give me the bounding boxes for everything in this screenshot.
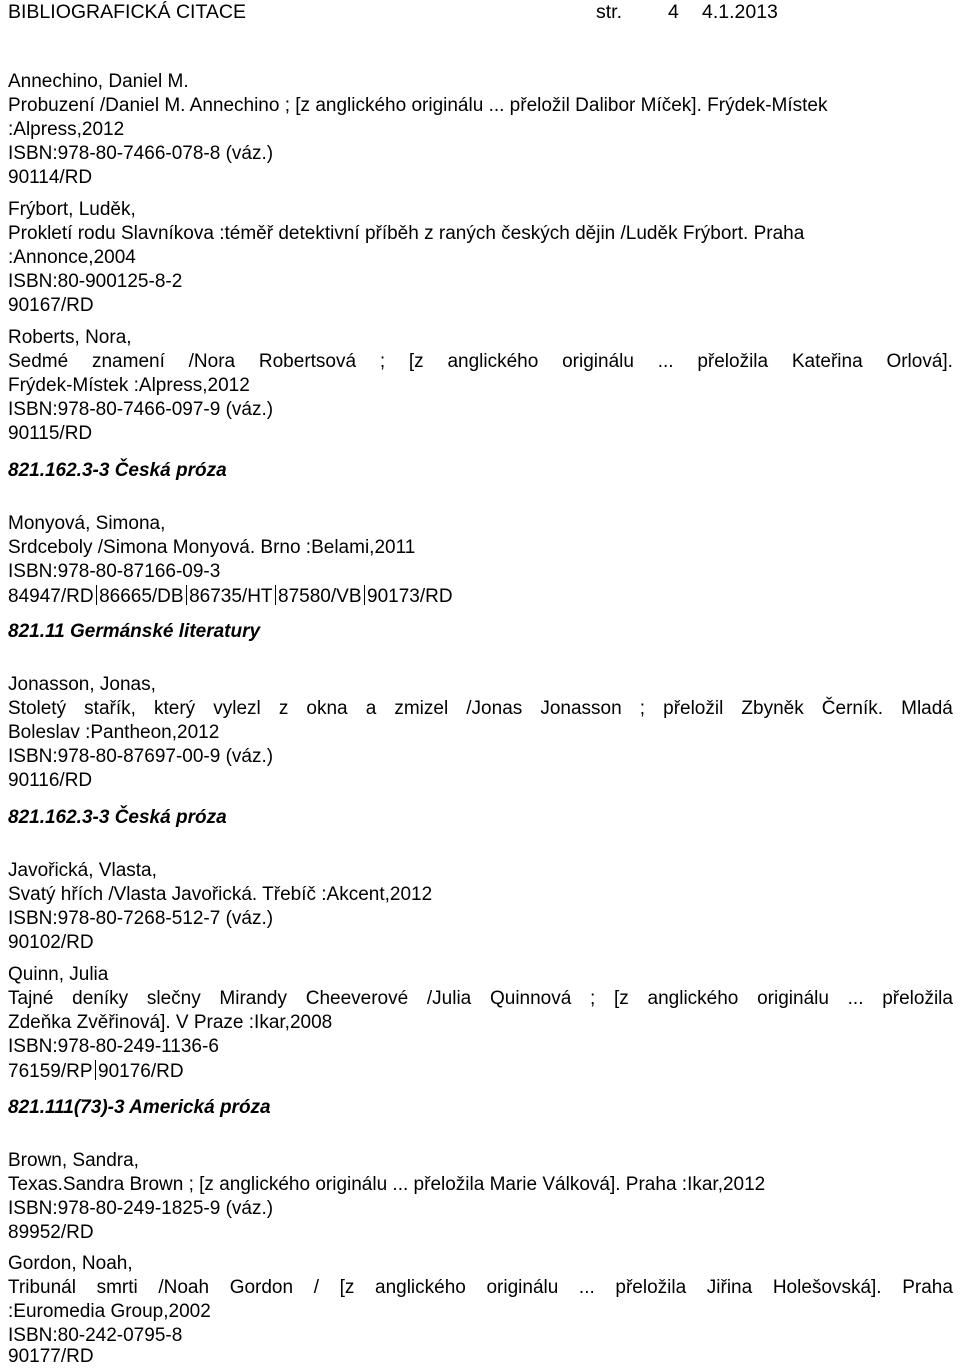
record-author: Monyová, Simona, <box>8 513 166 534</box>
record-isbn: ISBN:80-900125-8-2 <box>8 271 183 292</box>
separator <box>364 585 366 605</box>
signature: 87580/VB <box>278 586 362 607</box>
record-isbn: ISBN:978-80-7268-512-7 (váz.) <box>8 908 274 929</box>
record-title: Stoletý stařík, který vylezl z okna a zmizel /Jonas Jonasson ; přeložil Zbyněk Černík. Mladá <box>8 698 953 719</box>
signature: 90176/RD <box>98 1061 184 1082</box>
record-title: Prokletí rodu Slavníkova :téměř detektivní příběh z raných českých dějin /Luděk Frýbort. Praha <box>8 223 805 244</box>
record-isbn: ISBN:978-80-249-1825-9 (váz.) <box>8 1198 274 1219</box>
separator <box>96 585 98 605</box>
record-author: Jonasson, Jonas, <box>8 674 156 695</box>
signature: 90173/RD <box>367 586 453 607</box>
record-title: Sedmé znamení /Nora Robertsová ; [z anglického originálu ... přeložila Kateřina Orlová]. <box>8 351 953 372</box>
record-isbn: ISBN:978-80-87166-09-3 <box>8 561 221 582</box>
section-heading: 821.111(73)-3 Americká próza <box>8 1097 271 1118</box>
record-author: Gordon, Noah, <box>8 1253 133 1274</box>
signature: 86735/HT <box>189 586 273 607</box>
record-author: Frýbort, Luděk, <box>8 199 136 220</box>
record-publisher: :Euromedia Group,2002 <box>8 1301 211 1322</box>
record-isbn: ISBN:978-80-249-1136-6 <box>8 1036 219 1057</box>
record-isbn: ISBN:978-80-7466-078-8 (váz.) <box>8 143 274 164</box>
record-title: Srdceboly /Simona Monyová. Brno :Belami,2011 <box>8 537 416 558</box>
section-heading: 821.162.3-3 Česká próza <box>8 460 227 481</box>
record-title: Svatý hřích /Vlasta Javořická. Třebíč :Akcent,2012 <box>8 884 433 905</box>
signature: 86665/DB <box>99 586 184 607</box>
record-publisher: Boleslav :Pantheon,2012 <box>8 722 220 743</box>
record-signature: 90177/RD <box>8 1346 94 1367</box>
section-heading: 821.11 Germánské literatury <box>8 621 261 642</box>
record-signatures <box>8 585 453 608</box>
record-title: Tajné deníky slečny Mirandy Cheeverové /Julia Quinnová ; [z anglického originálu ... přeložila <box>8 988 953 1009</box>
page-number: 4 <box>668 1 679 23</box>
record-author: Quinn, Julia <box>8 964 109 985</box>
separator <box>186 585 188 605</box>
record-author: Annechino, Daniel M. <box>8 71 189 92</box>
section-heading: 821.162.3-3 Česká próza <box>8 807 227 828</box>
record-isbn: ISBN:978-80-87697-00-9 (váz.) <box>8 746 274 767</box>
record-signature: 90114/RD <box>8 167 93 188</box>
record-publisher: :Alpress,2012 <box>8 119 125 140</box>
page-header <box>0 0 960 26</box>
record-signature: 90167/RD <box>8 295 94 316</box>
record-signature: 90115/RD <box>8 423 93 444</box>
record-title: Tribunál smrti /Noah Gordon / [z anglického originálu ... přeložila Jiřina Holešovská]. Praha <box>8 1277 953 1298</box>
separator <box>275 585 277 605</box>
record-signature: 90102/RD <box>8 932 94 953</box>
record-signature: 90116/RD <box>8 770 93 791</box>
record-publisher: Zdeňka Zvěřinová]. V Praze :Ikar,2008 <box>8 1012 333 1033</box>
record-publisher: :Annonce,2004 <box>8 247 136 268</box>
separator <box>95 1060 97 1080</box>
record-signature: 89952/RD <box>8 1222 94 1243</box>
record-author: Roberts, Nora, <box>8 327 132 348</box>
document-date: 4.1.2013 <box>702 1 778 23</box>
record-isbn: ISBN:80-242-0795-8 <box>8 1325 183 1346</box>
signature: 76159/RP <box>8 1061 93 1082</box>
record-isbn: ISBN:978-80-7466-097-9 (váz.) <box>8 399 274 420</box>
document-title: BIBLIOGRAFICKÁ CITACE <box>8 1 247 23</box>
signature: 84947/RD <box>8 586 94 607</box>
record-title: Texas.Sandra Brown ; [z anglického originálu ... přeložila Marie Válková]. Praha :Ikar,2012 <box>8 1174 766 1195</box>
record-author: Brown, Sandra, <box>8 1150 139 1171</box>
record-signatures <box>8 1060 184 1083</box>
page-label: str. <box>596 1 623 23</box>
record-title: Probuzení /Daniel M. Annechino ; [z anglického originálu ... přeložil Dalibor Míček]. Frýdek-Místek <box>8 95 828 116</box>
record-author: Javořická, Vlasta, <box>8 860 157 881</box>
record-publisher: Frýdek-Místek :Alpress,2012 <box>8 375 250 396</box>
